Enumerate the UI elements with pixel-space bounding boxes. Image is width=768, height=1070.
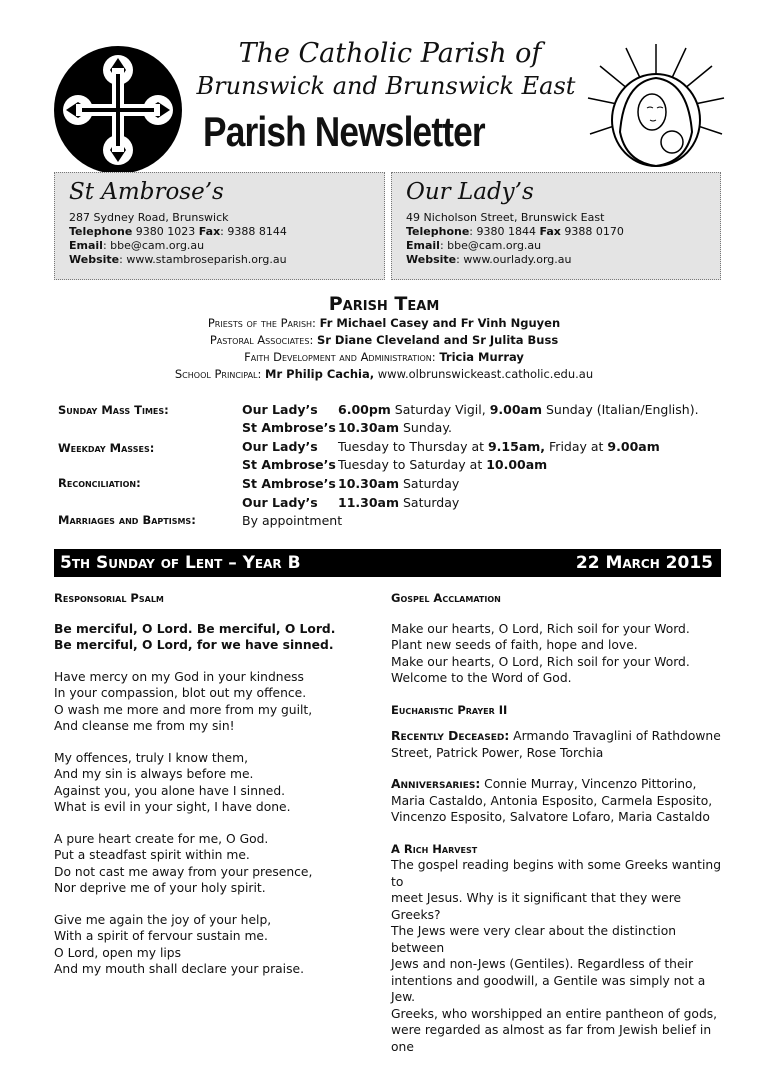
team-priests: Priests of the Parish: Fr Michael Casey and Fr Vinh Nguyen [207, 316, 561, 330]
team-faith: Faith Development and Administration: Tricia Murray [244, 350, 524, 364]
mass-detail: Tuesday to Saturday at 10.00am [338, 457, 548, 472]
left-column [54, 590, 384, 993]
church-name: Our Lady’s [406, 179, 534, 205]
marriages-label: Marriages and Baptisms: [58, 513, 196, 527]
psalm-response: Be merciful, O Lord. Be merciful, O Lord. Be merciful, O Lord, for we have sinned. [54, 621, 336, 652]
church-name: St Ambrose’s [69, 179, 224, 205]
psalm-verse: Have mercy on my God in your kindness In your compassion, blot out my offence. O wash me more and more from my guilt, And cleanse me from my sin! [54, 669, 313, 733]
mass-detail: 10.30am Saturday [338, 476, 460, 491]
church-address: 49 Nicholson Street, Brunswick East [406, 211, 605, 224]
marriages-value: By appointment [242, 513, 343, 528]
recently-deceased: Recently Deceased: Armando Travaglini of Rathdowne Street, Patrick Power, Rose Torchia [391, 729, 721, 760]
st-ambrose-box [54, 172, 385, 280]
mass-church: St Ambrose’s [242, 457, 336, 472]
our-lady-box [391, 172, 721, 280]
week-title: 5th Sunday of Lent – Year B [60, 553, 301, 573]
reconciliation-label: Reconciliation: [58, 476, 141, 490]
church-address: 287 Sydney Road, Brunswick [69, 211, 229, 224]
sunday-mass-label: Sunday Mass Times: [58, 403, 169, 417]
mass-church: Our Lady’s [242, 402, 318, 417]
mass-church: Our Lady’s [242, 439, 318, 454]
harvest-text: The gospel reading begins with some Greeks wanting to meet Jesus. Why is it significant that they were Greeks? The Jews were very clear about the distinction between Jews and non-Jews (Gentiles). Regardless of their intentions and goodwill, a Gentile was simply not a Jew. Greeks, who worshipped an entire pantheon of gods, were regarded as almost as far from Jewish belief in one [391, 858, 722, 1054]
psalm-verse: A pure heart create for me, O God. Put a steadfast spirit within me. Do not cast me away from your presence, Nor deprive me of your holy spirit. [54, 831, 313, 895]
mass-church: St Ambrose’s [242, 476, 336, 491]
church-email[interactable]: Email: bbe@cam.org.au [69, 239, 205, 252]
mass-church: St Ambrose’s [242, 420, 336, 435]
anniversaries: Anniversaries: Connie Murray, Vincenzo Pittorino, Maria Castaldo, Antonia Esposito, Carmela Esposito, Vincenzo Esposito, Salvatore Lofaro, Maria Castaldo [391, 777, 713, 824]
weekday-mass-label: Weekday Masses: [58, 441, 155, 455]
parish-team-heading: Parish Team [328, 293, 440, 315]
eucharistic-heading: Eucharistic Prayer II [391, 702, 508, 717]
psalm-verse: Give me again the joy of your help, With a spirit of fervour sustain me. O Lord, open my lips And my mouth shall declare your praise. [54, 912, 304, 976]
gospel-acclamation: Make our hearts, O Lord, Rich soil for your Word. Plant new seeds of faith, hope and love. Make our hearts, O Lord, Rich soil for your Word. Welcome to the Word of God. [391, 621, 690, 685]
right-column [391, 590, 724, 1070]
psalm-heading: Responsorial Psalm [54, 591, 164, 605]
team-school: School Principal: Mr Philip Cachia, www.olbrunswickeast.catholic.edu.au [174, 367, 594, 381]
psalm-verse: My offences, truly I know them, And my sin is always before me. Against you, you alone have I sinned. What is evil in your sight, I have done. [54, 750, 291, 814]
harvest-heading: A Rich Harvest [391, 841, 478, 856]
church-website[interactable]: Website: www.stambroseparish.org.au [69, 253, 287, 266]
church-email[interactable]: Email: bbe@cam.org.au [406, 239, 542, 252]
mass-detail: 6.00pm Saturday Vigil, 9.00am Sunday (Italian/English). [338, 402, 699, 417]
gospel-heading: Gospel Acclamation [391, 591, 501, 605]
week-banner [54, 549, 721, 577]
parish-cross-logo [48, 40, 188, 180]
our-lady-logo [586, 42, 726, 172]
parish-name-line-1: The Catholic Parish of [238, 38, 542, 69]
week-date: 22 March 2015 [575, 553, 713, 573]
church-website[interactable]: Website: www.ourlady.org.au [406, 253, 572, 266]
newsletter-title: Parish Newsletter [203, 108, 485, 155]
mass-detail: 10.30am Sunday. [338, 420, 452, 435]
church-phone: Telephone: 9380 1844 Fax 9388 0170 [406, 225, 624, 238]
mass-church: Our Lady’s [242, 495, 318, 510]
mass-detail: Tuesday to Thursday at 9.15am, Friday at 9.00am [338, 439, 660, 454]
parish-name-line-2: Brunswick and Brunswick East [196, 72, 576, 100]
team-pastoral: Pastoral Associates: Sr Diane Cleveland and Sr Julita Buss [209, 333, 559, 347]
mass-detail: 11.30am Saturday [338, 495, 460, 510]
church-phone: Telephone 9380 1023 Fax: 9388 8144 [69, 225, 287, 238]
